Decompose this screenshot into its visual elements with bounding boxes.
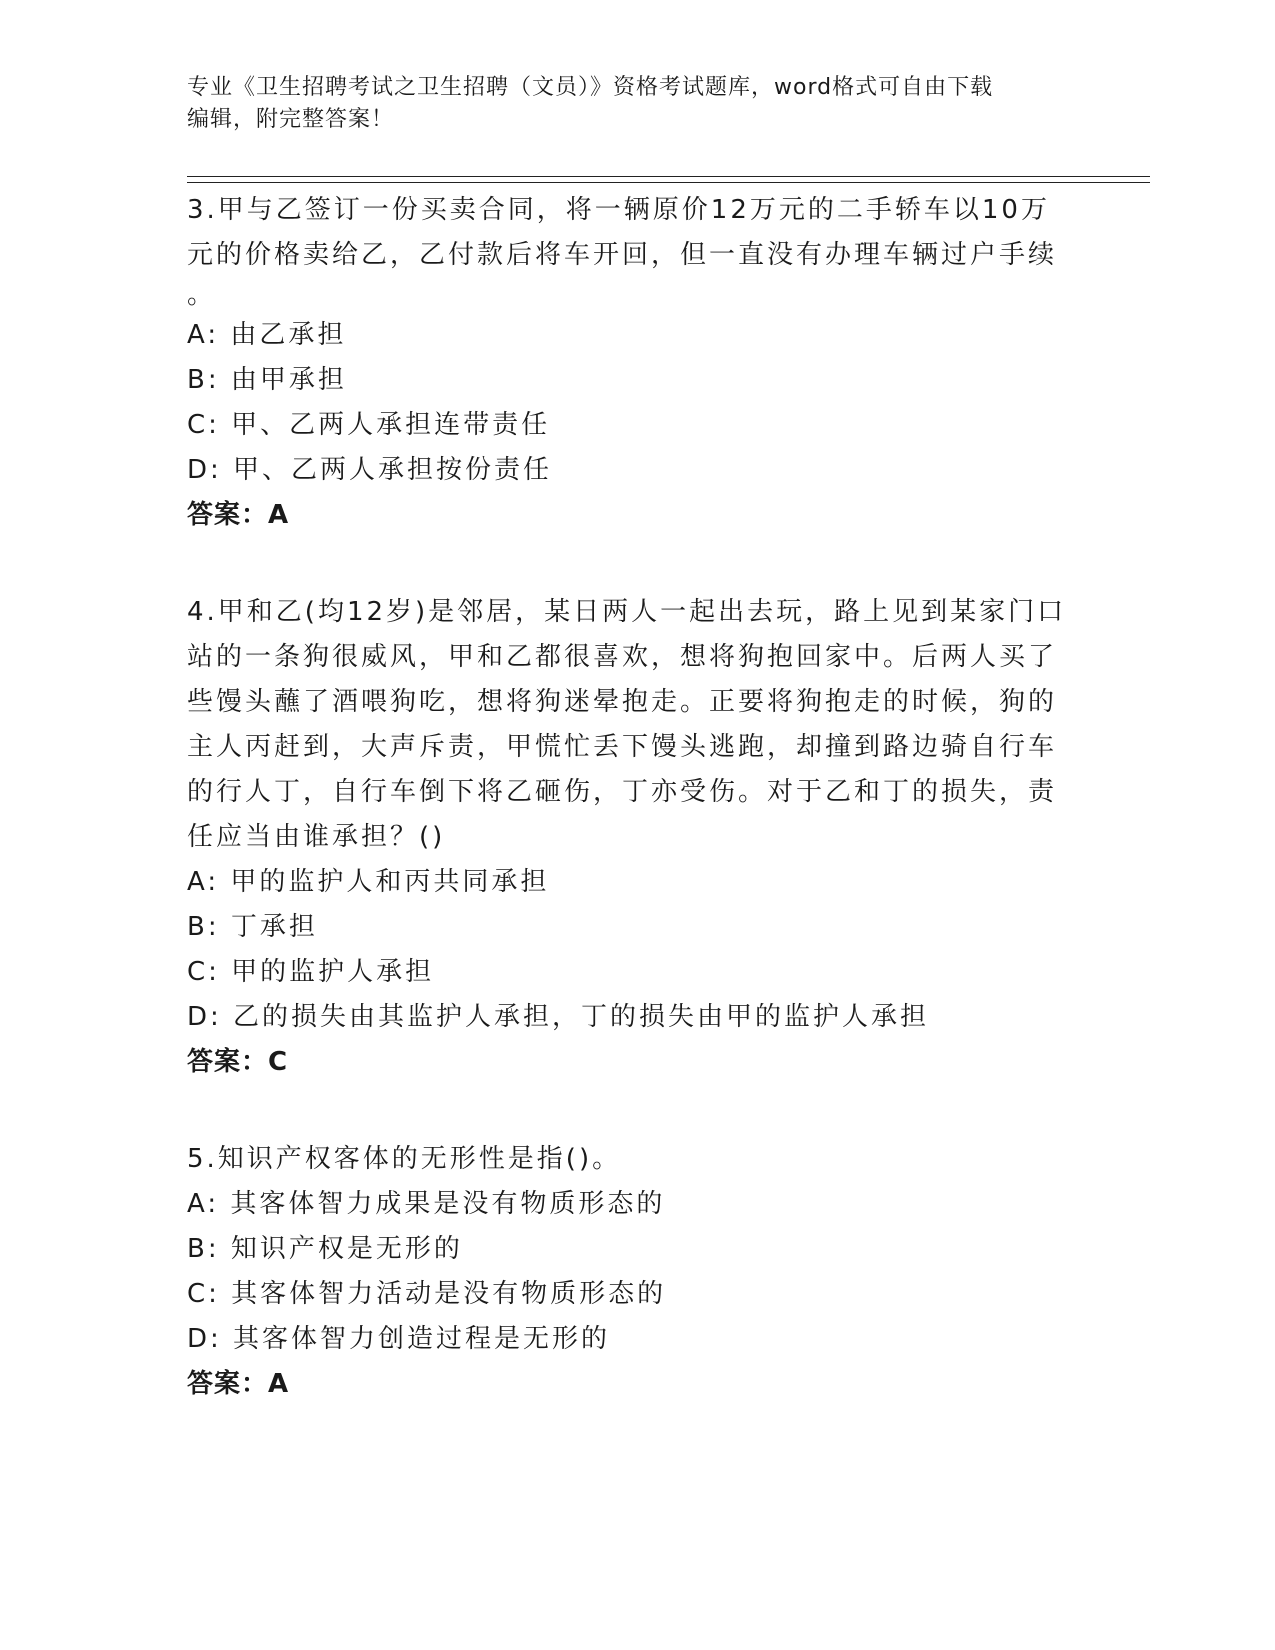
question-3 [187, 188, 1067, 538]
answer-label: 答案：A [187, 1369, 290, 1399]
answer-label: 答案：A [187, 500, 290, 530]
option-c: C: 其客体智力活动是没有物质形态的 [187, 1279, 667, 1309]
question-4 [187, 590, 1067, 1085]
question-stem-line: 5.知识产权客体的无形性是指()。 [187, 1144, 622, 1174]
question-stem-tail: 。 [187, 280, 217, 310]
option-b: B: 知识产权是无形的 [187, 1234, 463, 1264]
option-c: C: 甲的监护人承担 [187, 957, 435, 987]
header-divider-top [187, 176, 1150, 177]
question-stem-line: 3.甲与乙签订一份买卖合同，将一辆原价12万元的二手轿车以10万 [187, 195, 1050, 225]
header-line-2: 编辑，附完整答案！ [187, 107, 395, 132]
option-a: A: 由乙承担 [187, 320, 347, 350]
question-stem-line: 的行人丁，自行车倒下将乙砸伤，丁亦受伤。对于乙和丁的损失，责 [187, 777, 1058, 807]
question-5 [187, 1137, 1067, 1407]
option-a: A: 甲的监护人和丙共同承担 [187, 867, 550, 897]
option-d: D: 甲、乙两人承担按份责任 [187, 455, 553, 485]
question-stem-line: 站的一条狗很威风，甲和乙都很喜欢，想将狗抱回家中。后两人买了 [187, 642, 1058, 672]
option-d: D: 乙的损失由其监护人承担，丁的损失由甲的监护人承担 [187, 1002, 930, 1032]
answer-label: 答案：C [187, 1047, 289, 1077]
question-stem-line: 些馒头蘸了酒喂狗吃，想将狗迷晕抱走。正要将狗抱走的时候，狗的 [187, 687, 1058, 717]
header-line-1: 专业《卫生招聘考试之卫生招聘（文员）》资格考试题库，word格式可自由下载 [187, 75, 994, 100]
option-b: B: 丁承担 [187, 912, 318, 942]
option-c: C: 甲、乙两人承担连带责任 [187, 410, 551, 440]
question-stem-line: 主人丙赶到，大声斥责，甲慌忙丢下馒头逃跑，却撞到路边骑自行车 [187, 732, 1058, 762]
document-header [187, 72, 1087, 136]
option-b: B: 由甲承担 [187, 365, 347, 395]
question-stem-line: 任应当由谁承担？() [187, 822, 446, 852]
question-list [187, 188, 1067, 1457]
option-d: D: 其客体智力创造过程是无形的 [187, 1324, 611, 1354]
header-divider-bottom [187, 182, 1150, 183]
question-stem-line: 元的价格卖给乙，乙付款后将车开回，但一直没有办理车辆过户手续 [187, 240, 1058, 270]
question-stem-line: 4.甲和乙(均12岁)是邻居，某日两人一起出去玩，路上见到某家门口 [187, 597, 1067, 627]
option-a: A: 其客体智力成果是没有物质形态的 [187, 1189, 666, 1219]
